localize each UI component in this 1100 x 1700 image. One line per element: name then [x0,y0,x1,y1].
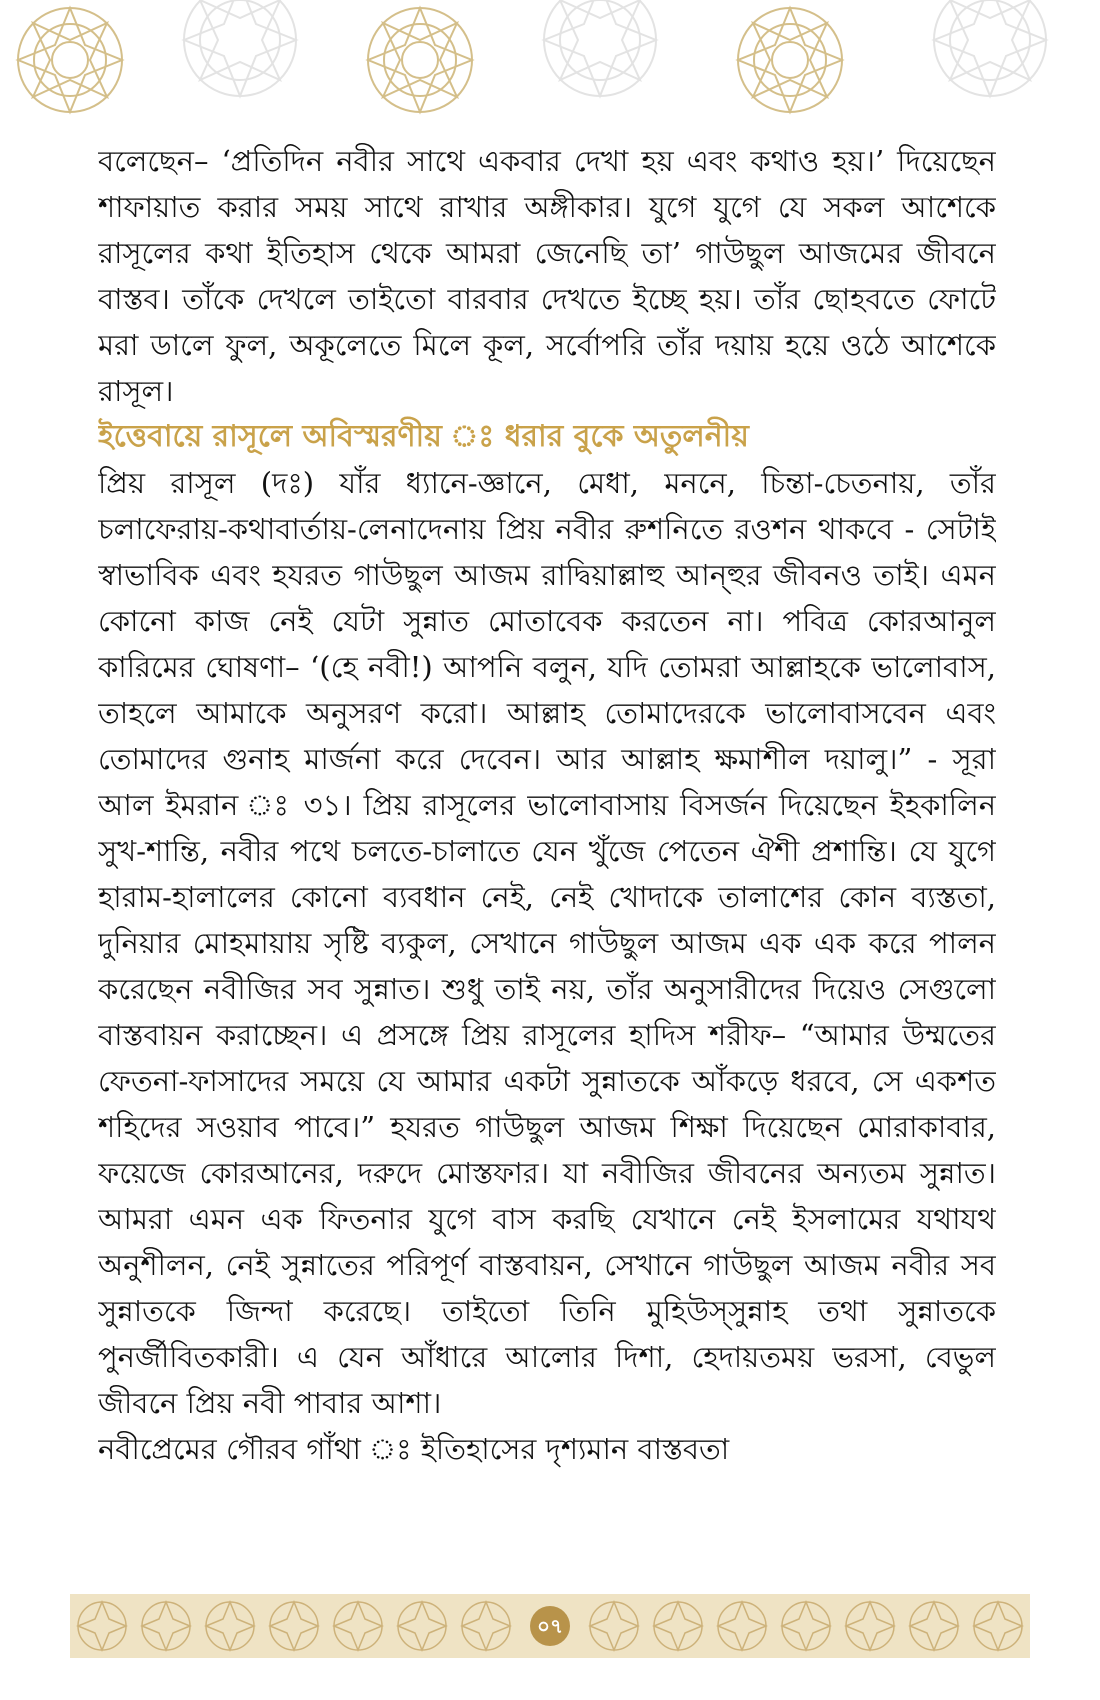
paragraph-intro: বলেছেন– ‘প্রতিদিন নবীর সাথে একবার দেখা হয় এবং কথাও হয়।’ দিয়েছেন শাফায়াত করার সময় সাথে রাখার অঙ্গীকার। যুগে যুগে যে সকল আশেকে রাসূলের কথা ইতিহাস থেকে আমরা জেনেছি তা’ গাউছুল আজমের জীবনে বাস্তব। তাঁকে দেখলে তাইতো বারবার দেখতে ইচ্ছে হয়। তাঁর ছোহবতে ফোটে মরা ডালে ফুল, অকূলেতে মিলে কূল, সর্বোপরি তাঁর দয়ায় হয়ে ওঠে আশেকে রাসূল। [98,144,996,408]
top-ornament-pattern [0,0,1100,130]
section-heading-nabiprem: নবীপ্রেমের গৌরব গাঁথা ঃ ইতিহাসের দৃশ্যমান বাস্তবতা [98,1432,730,1466]
islamic-star-pattern-icon [18,0,1046,112]
paragraph-sunnah: প্রিয় রাসূল (দঃ) যাঁর ধ্যানে-জ্ঞানে, মেধা, মননে, চিন্তা-চেতনায়, তাঁর চলাফেরায়-কথাবার্তায়-লেনাদেনায় প্রিয় নবীর রুশনিতে রওশন থাকবে - সেটাই স্বাভাবিক এবং হযরত গাউছুল আজম রাদ্বিয়াল্লাহু আন্হুর জীবনও তাই। এমন কোনো কাজ নেই যেটা সুন্নাত মোতাবেক করতেন না। পবিত্র কোরআনুল কারিমের ঘোষণা– ‘(হে নবী!) আপনি বলুন, যদি তোমরা আল্লাহকে ভালোবাস, তাহলে আমাকে অনুসরণ করো। আল্লাহ তোমাদেরকে ভালোবাসবেন এবং তোমাদের গুনাহ মার্জনা করে দেবেন। আর আল্লাহ ক্ষমাশীল দয়ালু।” - সূরা আল ইমরান ঃ ৩১। প্রিয় রাসূলের ভালোবাসায় বিসর্জন দিয়েছেন ইহকালিন সুখ-শান্তি, নবীর পথে চলতে-চালাতে যেন খুঁজে পেতেন ঐশী প্রশান্তি। যে যুগে হারাম-হালালের কোনো ব্যবধান নেই, নেই খোদাকে তালাশের কোন ব্যস্ততা, দুনিয়ার মোহমায়ায় সৃষ্টি ব্যকুল, সেখানে গাউছুল আজম এক এক করে পালন করেছেন নবীজির সব সুন্নাত। শুধু তাই নয়, তাঁর অনুসারীদের দিয়েও সেগুলো বাস্তবায়ন করাচ্ছেন। এ প্রসঙ্গে প্রিয় রাসূলের হাদিস শরীফ– “আমার উম্মতের ফেতনা-ফাসাদের সময়ে যে আমার একটা সুন্নাতকে আঁকড়ে ধরবে, সে একশত শহিদের সওয়াব পাবে।” হযরত গাউছুল আজম শিক্ষা দিয়েছেন মোরাকাবার, ফয়েজে কোরআনের, দরুদে মোস্তফার। যা নবীজির জীবনের অন্যতম সুন্নাত। আমরা এমন এক ফিতনার যুগে বাস করছি যেখানে নেই ইসলামের যথাযথ অনুশীলন, নেই সুন্নাতের পরিপূর্ণ বাস্তবায়ন, সেখানে গাউছুল আজম নবীর সব সুন্নাতকে জিন্দা করেছে। তাইতো তিনি মুহিউস্‌সুন্নাহ তথা সুন্নাতকে পুনর্জীবিতকারী। এ যেন আঁধারে আলোর দিশা, হেদায়তময় ভরসা, বেভুল জীবনে প্রিয় নবী পাবার আশা। [98,466,996,1420]
section-heading-ittebaye-rasul: ইত্তেবায়ে রাসূলে অবিস্মরণীয় ঃ ধরার বুকে অতুলনীয় [98,419,749,454]
page-content [98,138,996,1578]
page-number-badge: ০৭ [530,1606,570,1646]
